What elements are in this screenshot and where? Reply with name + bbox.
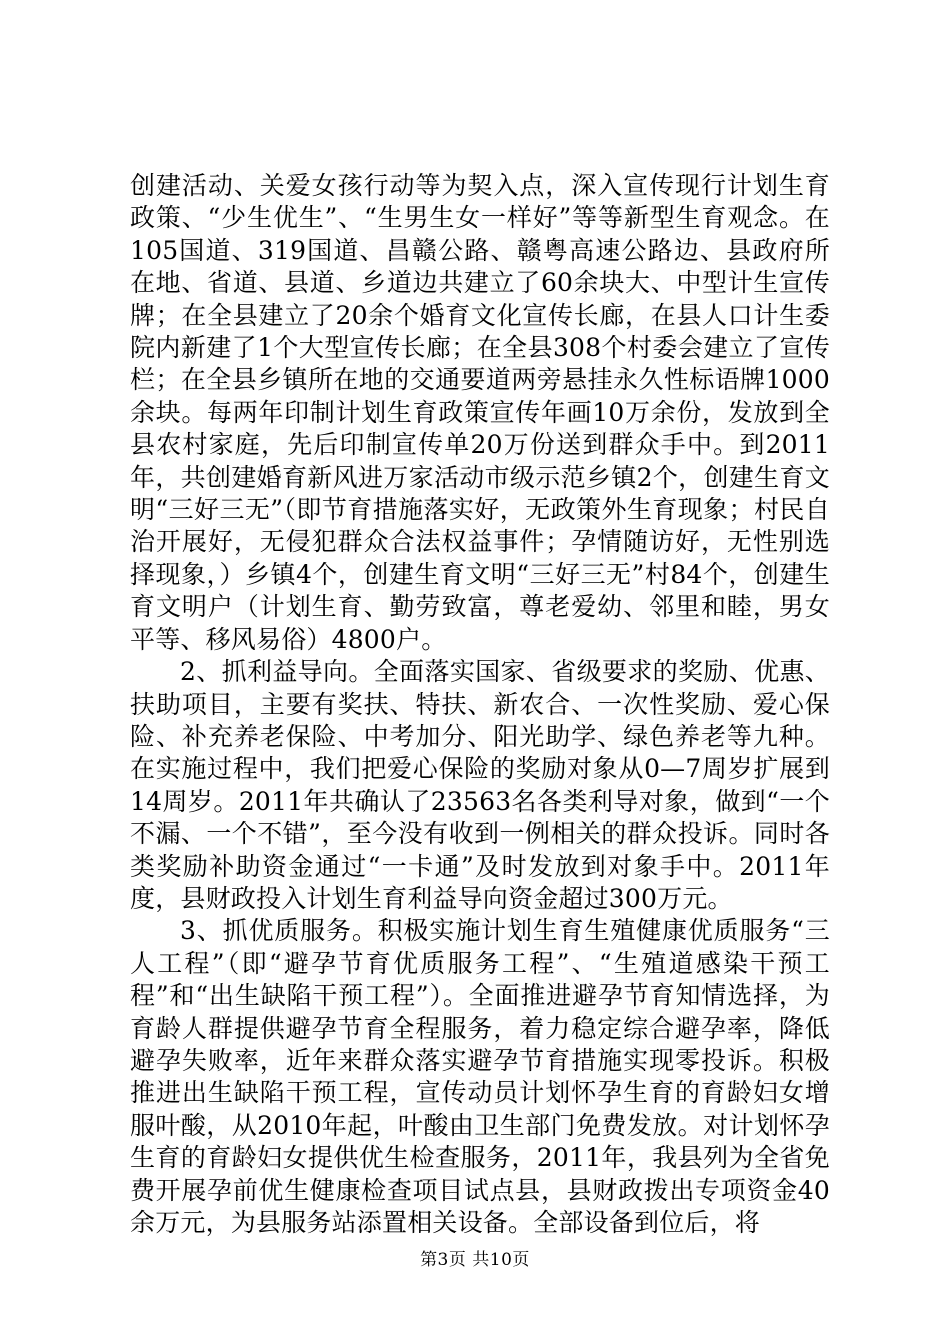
paragraph-interest-guidance: 2、抓利益导向。全面落实国家、省级要求的奖励、优惠、扶助项目，主要有奖扶、特扶、新农合、一次性奖励、爱心保险、补充养老保险、中考加分、阳光助学、绿色养老等九种。在实施过程中，我们把爱心保险的奖励对象从0—7周岁扩展到14周岁。2011年共确认了23563名各类利导对象，做到“一个不漏、一个不错”，至今没有收到一例相关的群众投诉。同时各类奖励补助资金通过“一卡通”及时发放到对象手中。2011年度，县财政投入计划生育利益导向资金超过300万元。 — [130, 657, 830, 913]
paragraph-propaganda: 创建活动、关爱女孩行动等为契入点，深入宣传现行计划生育政策、“少生优生”、“生男生女一样好”等等新型生育观念。在105国道、319国道、昌赣公路、赣粤高速公路边、县政府所在地、省道、县道、乡道边共建立了60余块大、中型计生宣传牌；在全县建立了20余个婚育文化宣传长廊，在县人口计生委院内新建了1个大型宣传长廊；在全县308个村委会建立了宣传栏；在全县乡镇所在地的交通要道两旁悬挂永久性标语牌1000余块。每两年印制计划生育政策宣传年画10万余份，发放到全县农村家庭，先后印制宣传单20万份送到群众手中。到2011年，共创建婚育新风进万家活动市级示范乡镇2个，创建生育文明“三好三无”（即节育措施落实好，无政策外生育现象；村民自治开展好，无侵犯群众合法权益事件；孕情随访好，无性别选择现象，）乡镇4个，创建生育文明“三好三无”村84个，创建生育文明户（计划生育、勤劳致富，尊老爱幼、邻里和睦，男女平等、移风易俗）4800户。 — [130, 171, 830, 654]
paragraph-quality-service: 3、抓优质服务。积极实施计划生育生殖健康优质服务“三人工程”（即“避孕节育优质服务工程”、“生殖道感染干预工程”和“出生缺陷干预工程”）。全面推进避孕节育知情选择，为育龄人群提供避孕节育全程服务，着力稳定综合避孕率，降低避孕失败率，近年来群众落实避孕节育措施实现零投诉。积极推进出生缺陷干预工程，宣传动员计划怀孕生育的育龄妇女增服叶酸，从2010年起，叶酸由卫生部门免费发放。对计划怀孕生育的育龄妇女提供优生检查服务，2011年，我县列为全省免费开展孕前优生健康检查项目试点县，县财政拨出专项资金40余万元，为县服务站添置相关设备。全部设备到位后，将 — [130, 916, 830, 1237]
page-footer: 第3页 共10页 — [420, 1250, 530, 1270]
document-body — [130, 170, 830, 1239]
